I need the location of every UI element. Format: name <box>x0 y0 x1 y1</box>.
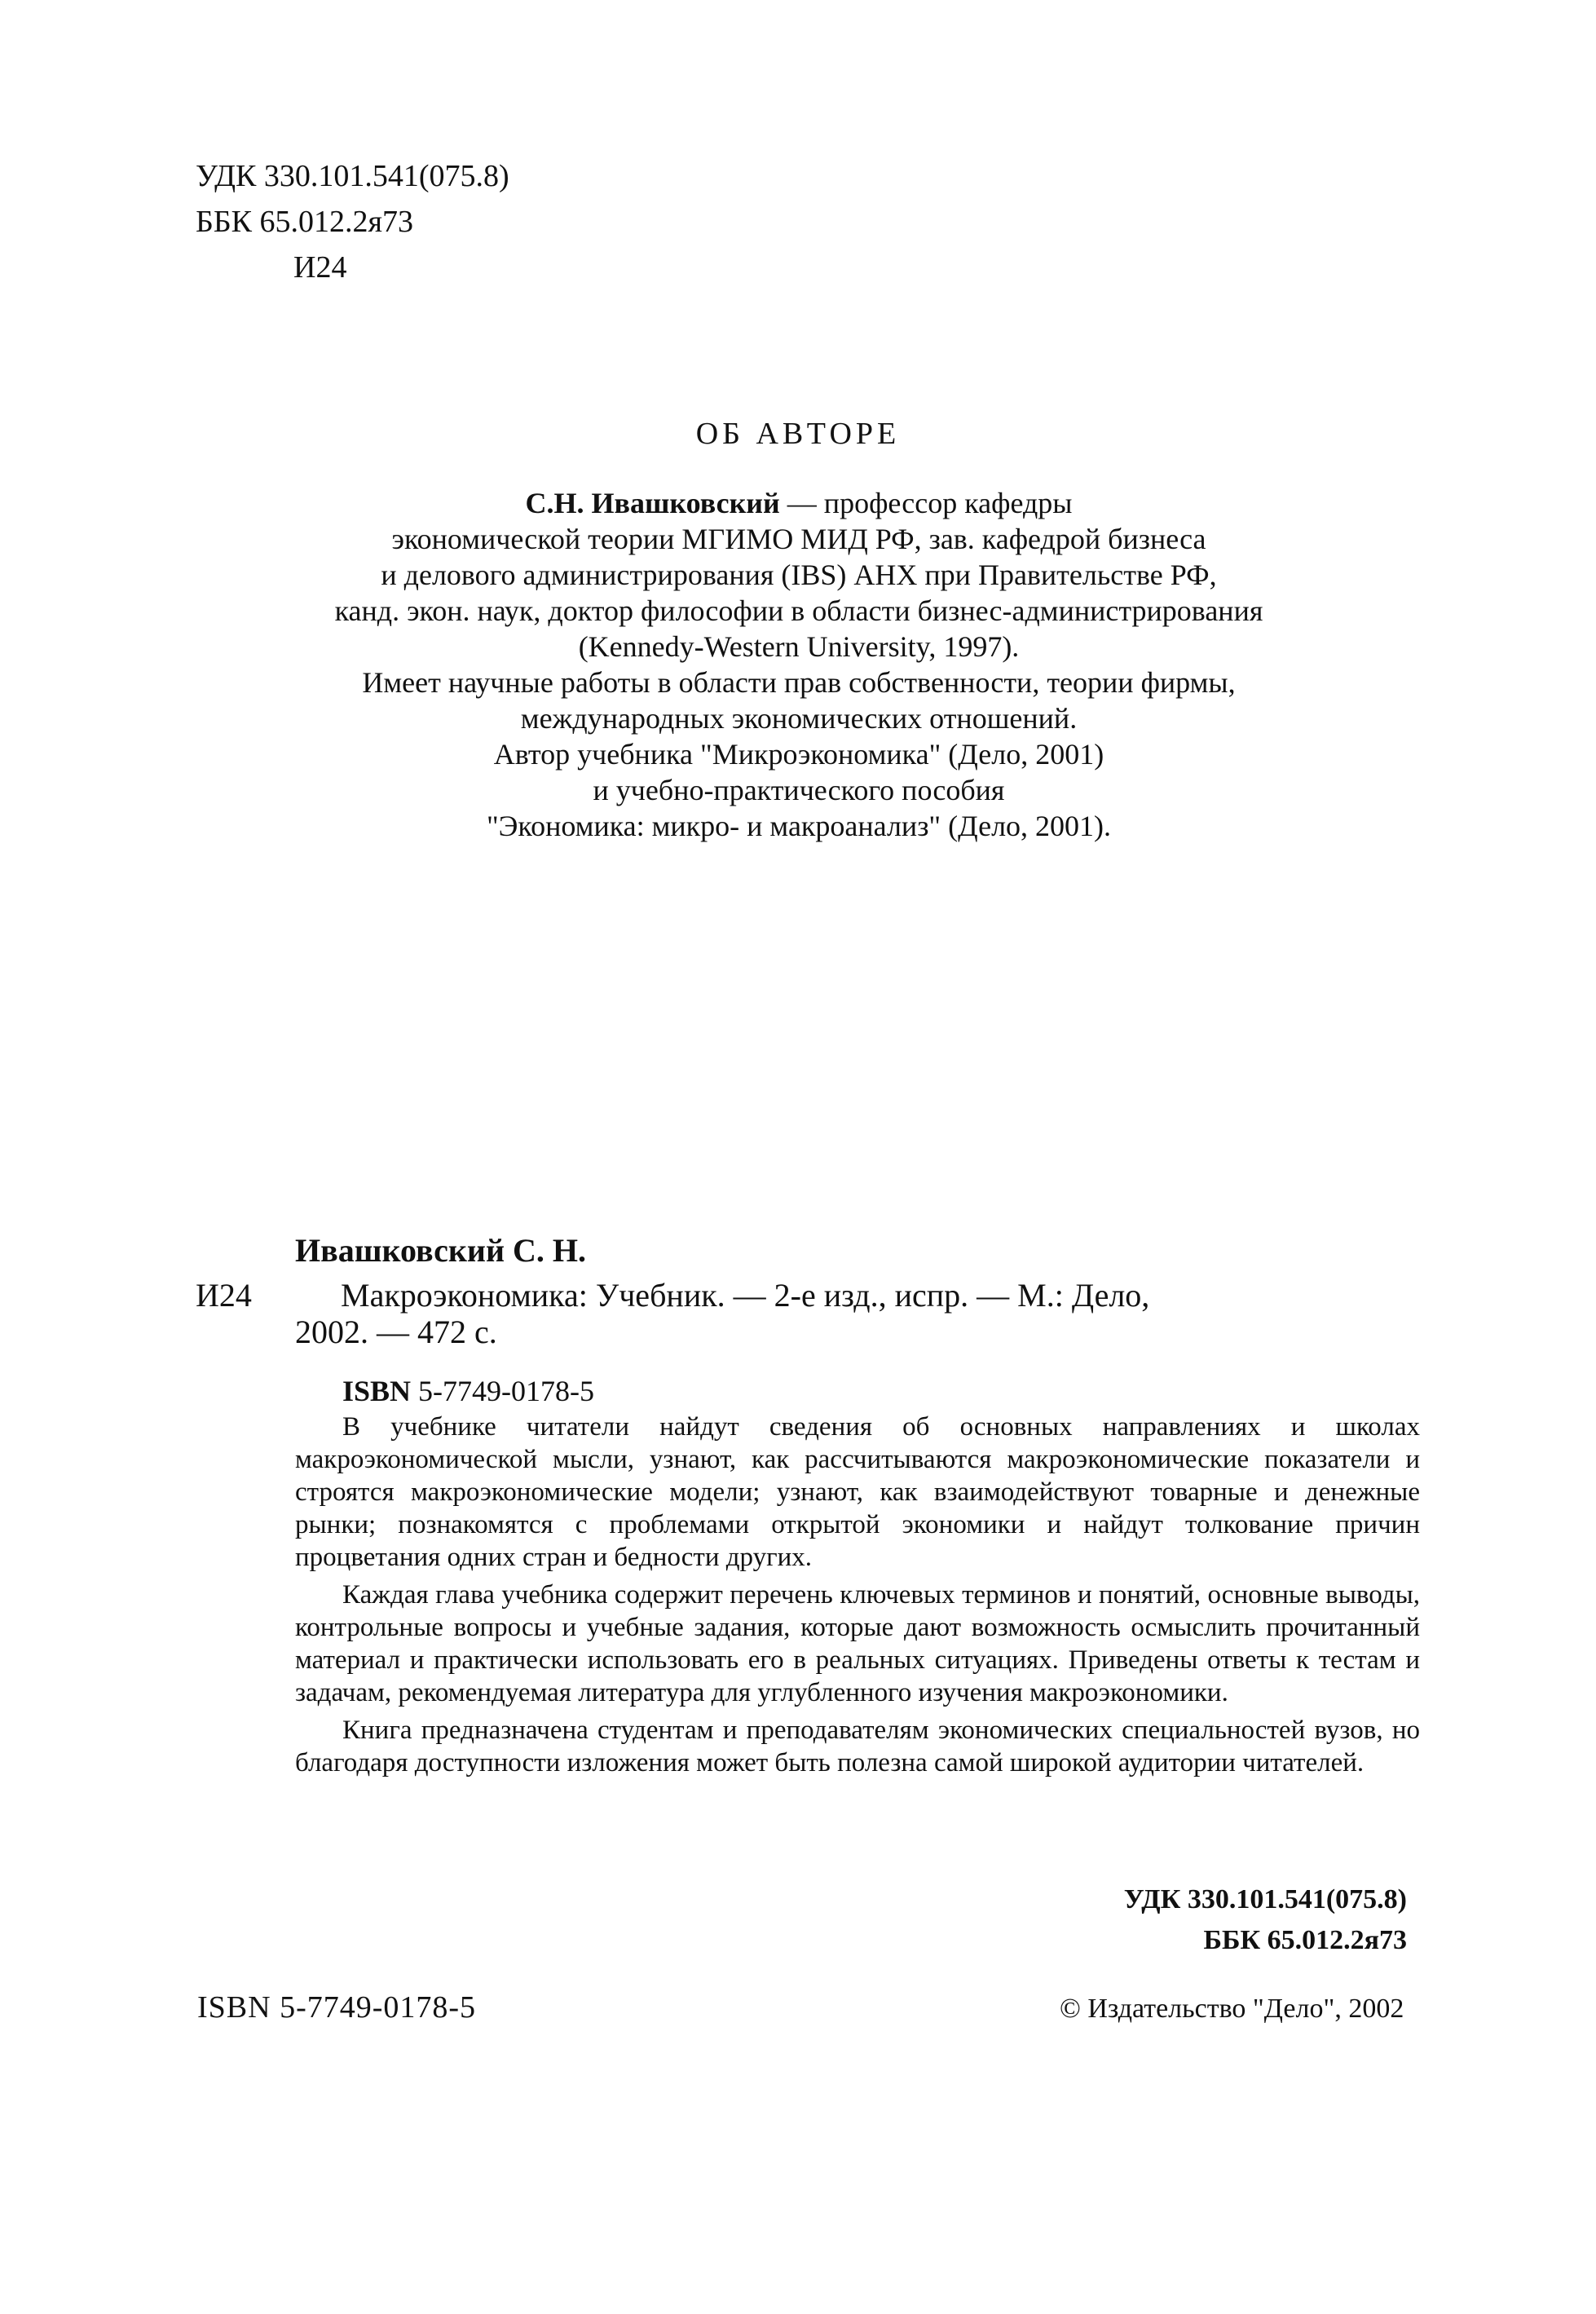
publisher-copyright: © Издательство "Дело", 2002 <box>1060 1994 1404 2024</box>
about-line-7: Автор учебника "Микроэкономика" (Дело, 2001) <box>493 738 1104 771</box>
top-classification-codes <box>196 153 509 290</box>
about-line-5: Имеет научные работы в области прав собственности, теории фирмы, <box>362 666 1236 699</box>
annotation-paragraph: Каждая глава учебника содержит перечень ключевых терминов и понятий, основные выводы, контрольные вопросы и учебные задания, которые дают возможность осмыслить прочитанный материал и практически использовать его в реальных ситуациях. Приведены ответы к тестам и задачам, рекомендуемая литература для углубленного изучения макроэкономики. <box>295 1580 1420 1707</box>
isbn-value: 5-7749-0178-5 <box>411 1375 595 1407</box>
author-name: С.Н. Ивашковский <box>525 487 780 519</box>
bbk-code: ББК 65.012.2я73 <box>196 205 413 239</box>
bib-year-pages: 2002. — 472 с. <box>295 1314 497 1350</box>
bottom-bbk-code: ББК 65.012.2я73 <box>1203 1925 1407 1955</box>
bib-title-line: Макроэкономика: Учебник. — 2-е изд., испр. — М.: Дело, <box>341 1277 1150 1314</box>
udk-code: УДК 330.101.541(075.8) <box>196 159 509 193</box>
about-line-6: международных экономических отношений. <box>520 702 1078 735</box>
about-line-4: (Kennedy-Western University, 1997). <box>578 630 1020 663</box>
bottom-udk-code: УДК 330.101.541(075.8) <box>1123 1884 1407 1914</box>
annotation-paragraph: В учебнике читатели найдут сведения об основных направлениях и школах макроэкономической мысли, узнают, как рассчитываются макроэкономические показатели и строятся макроэкономические модели; узнают, как взаимодействуют товарные и денежные рынки; познакомятся с проблемами открытой экономики и найдут толкование причин процветания одних стран и бедности других. <box>295 1412 1420 1572</box>
book-annotation <box>295 1411 1420 1784</box>
isbn-footer: ISBN 5-7749-0178-5 <box>197 1990 477 2025</box>
bib-shelf-code: И24 <box>196 1277 252 1314</box>
about-line-2: и делового администрирования (IBS) АНХ при Правительстве РФ, <box>381 559 1217 591</box>
about-author-text <box>187 485 1410 844</box>
isbn-label: ISBN <box>342 1375 412 1407</box>
about-author-heading: ОБ АВТОРЕ <box>695 417 901 451</box>
bib-author: Ивашковский С. Н. <box>295 1232 586 1269</box>
bottom-classification-codes <box>1124 1879 1407 1961</box>
bib-isbn <box>342 1374 594 1408</box>
about-line-8: и учебно-практического пособия <box>593 774 1005 806</box>
shelf-code: И24 <box>293 250 347 285</box>
about-line-0: С.Н. Ивашковский — профессор кафедры <box>525 487 1073 519</box>
about-line-1: экономической теории МГИМО МИД РФ, зав. кафедрой бизнеса <box>391 523 1206 555</box>
about-line-3: канд. экон. наук, доктор философии в области бизнес-администрирования <box>334 594 1263 627</box>
about-line-9: "Экономика: микро- и макроанализ" (Дело, 2001). <box>486 810 1112 842</box>
annotation-paragraph: Книга предназначена студентам и преподавателям экономических специальностей вузов, но благодаря доступности изложения может быть полезна самой широкой аудитории читателей. <box>295 1716 1420 1777</box>
